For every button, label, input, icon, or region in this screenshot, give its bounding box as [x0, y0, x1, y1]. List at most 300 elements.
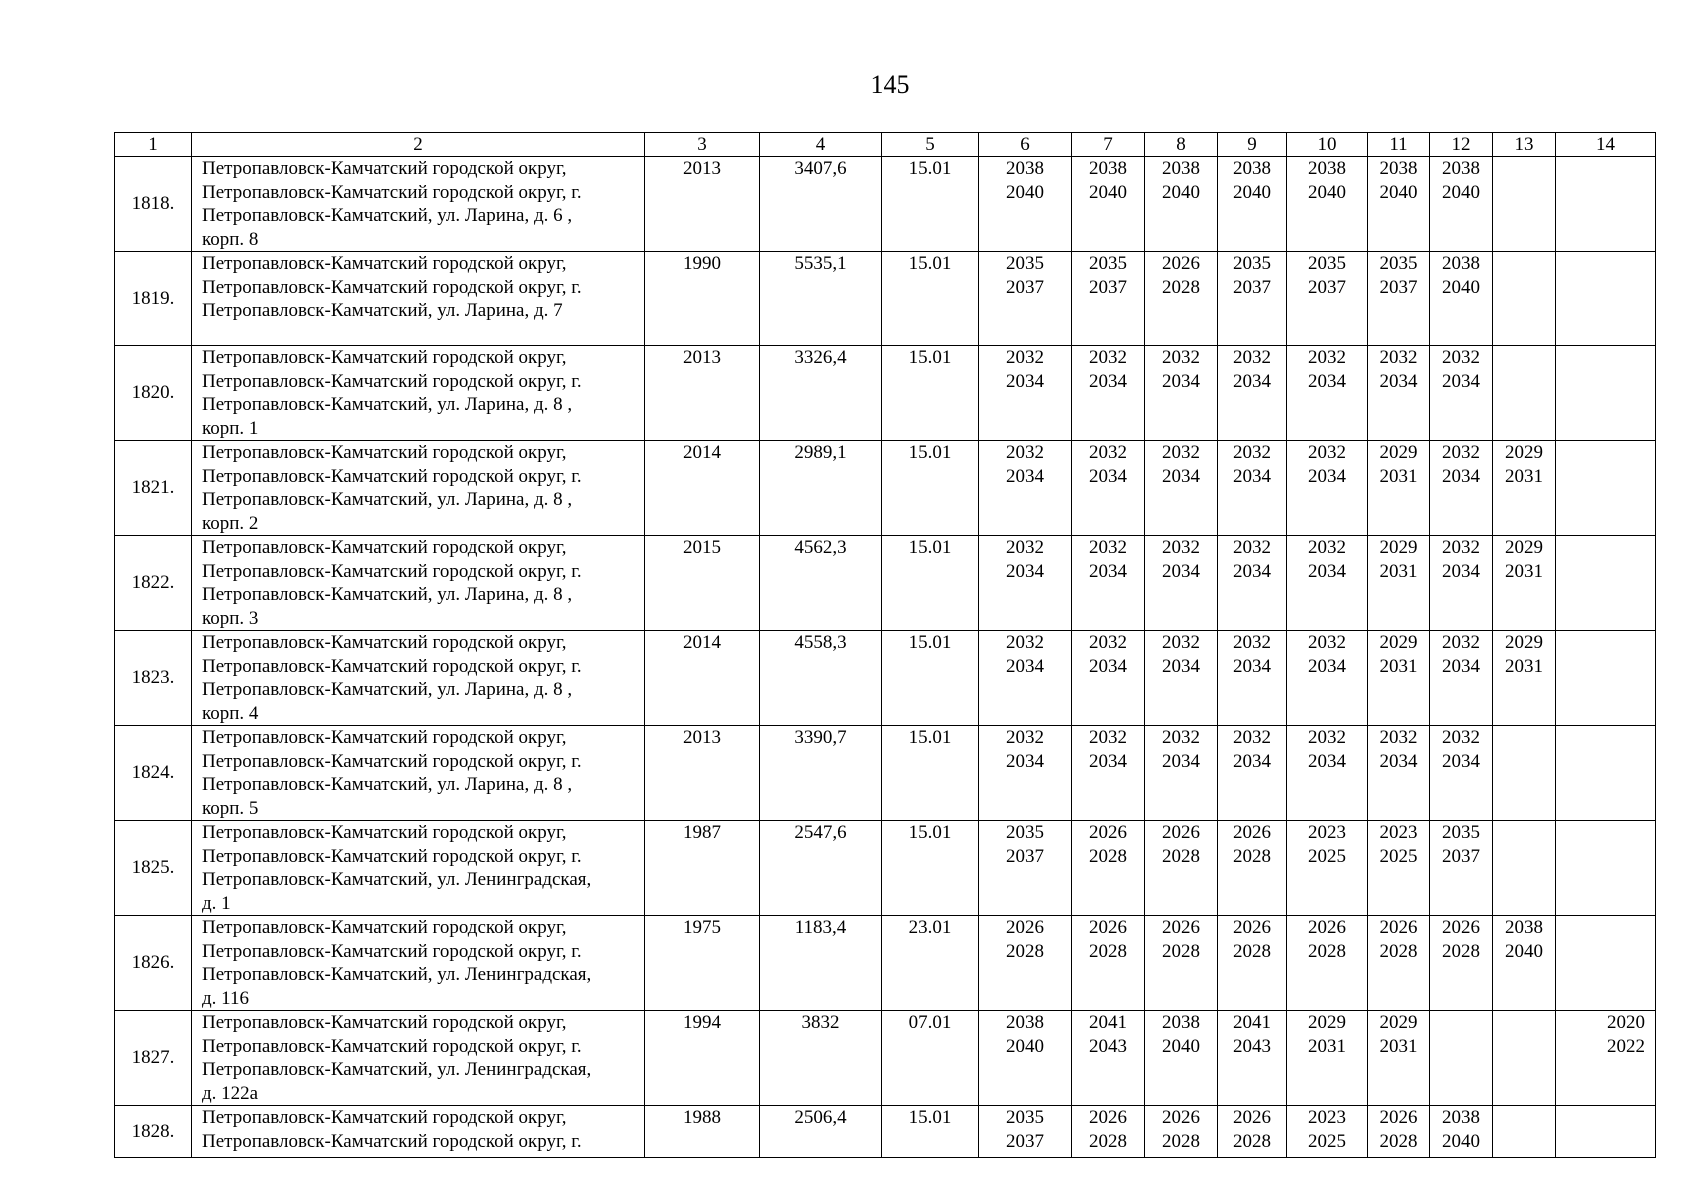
address-cell	[192, 346, 645, 441]
period-cell-col-14	[1556, 1106, 1656, 1158]
table-row	[115, 1106, 1656, 1158]
period-cell-col-10	[1287, 1011, 1368, 1106]
period-start-year: 2026	[1162, 253, 1200, 274]
period-end-year: 2025	[1308, 1130, 1346, 1152]
period-cell-col-6	[979, 821, 1072, 916]
period-start-year: 2032	[1442, 347, 1480, 368]
address-cell	[192, 821, 645, 916]
period-start-year: 2041	[1089, 1012, 1127, 1033]
period-start-year: 2038	[1089, 158, 1127, 179]
period-start-year: 2032	[1089, 442, 1127, 463]
period-start-year: 2026	[1379, 1107, 1418, 1128]
period-end-year: 2034	[1308, 655, 1346, 677]
period-end-year: 2028	[1006, 940, 1044, 962]
period-cell-col-12	[1430, 536, 1493, 631]
period-end-year: 2028	[1233, 845, 1271, 867]
address-line: Петропавловск-Камчатский городской округ,	[202, 347, 567, 368]
table-row	[115, 631, 1656, 726]
period-cell-col-10	[1287, 821, 1368, 916]
period-end-year: 2028	[1379, 940, 1418, 962]
period-end-year: 2040	[1308, 181, 1346, 203]
period-end-year: 2031	[1379, 560, 1418, 582]
period-cell-col-9	[1218, 252, 1287, 346]
period-start-year: 2038	[1006, 1012, 1044, 1033]
area-cell: 3407,6	[760, 157, 882, 252]
period-start-year: 2026	[1308, 917, 1346, 938]
period-start-year: 2032	[1006, 442, 1044, 463]
period-cell-col-13	[1493, 441, 1556, 536]
row-number: 1823.	[115, 631, 192, 726]
period-cell-col-13	[1493, 916, 1556, 1011]
column-header-8: 8	[1145, 133, 1218, 157]
period-start-year: 2032	[1162, 442, 1200, 463]
table-row	[115, 346, 1656, 441]
period-cell-col-13	[1493, 1106, 1556, 1158]
address-line: Петропавловск-Камчатский городской округ, г.	[202, 181, 582, 203]
build-year-cell: 2015	[645, 536, 760, 631]
period-start-year: 2038	[1505, 917, 1543, 938]
table-row	[115, 252, 1656, 346]
address-line: Петропавловск-Камчатский городской округ,	[202, 158, 567, 179]
period-cell-col-13	[1493, 252, 1556, 346]
period-cell-col-9	[1218, 157, 1287, 252]
period-end-year: 2040	[1233, 181, 1271, 203]
address-line: Петропавловск-Камчатский городской округ,	[202, 727, 567, 748]
period-end-year: 2037	[1089, 276, 1127, 298]
period-end-year: 2040	[1162, 181, 1200, 203]
address-line: Петропавловск-Камчатский, ул. Ларина, д. 6 ,	[202, 205, 573, 226]
period-cell-col-11	[1368, 346, 1430, 441]
address-line: Петропавловск-Камчатский городской округ,	[202, 632, 567, 653]
period-cell-col-8	[1145, 726, 1218, 821]
period-cell-col-13	[1493, 631, 1556, 726]
period-end-year: 2031	[1379, 1035, 1418, 1057]
code-cell: 15.01	[882, 157, 979, 252]
header-row	[115, 133, 1656, 157]
address-line: Петропавловск-Камчатский, ул. Ларина, д. 8 ,	[202, 774, 573, 795]
period-end-year: 2028	[1162, 1130, 1200, 1152]
period-cell-col-9	[1218, 1106, 1287, 1158]
period-cell-col-8	[1145, 1106, 1218, 1158]
period-cell-col-12	[1430, 916, 1493, 1011]
period-start-year: 2035	[1308, 253, 1346, 274]
period-end-year: 2031	[1505, 465, 1543, 487]
address-line: д. 116	[202, 987, 249, 1009]
address-cell	[192, 157, 645, 252]
period-cell-col-6	[979, 1011, 1072, 1106]
period-start-year: 2035	[1442, 822, 1480, 843]
period-cell-col-6	[979, 726, 1072, 821]
period-cell-col-6	[979, 536, 1072, 631]
period-start-year: 2032	[1379, 347, 1418, 368]
period-cell-col-14	[1556, 916, 1656, 1011]
address-line: Петропавловск-Камчатский, ул. Ларина, д. 8 ,	[202, 584, 573, 605]
period-cell-col-7	[1072, 1011, 1145, 1106]
row-number: 1828.	[115, 1106, 192, 1158]
column-header-3: 3	[645, 133, 760, 157]
period-end-year: 2040	[1162, 1035, 1200, 1057]
address-line: Петропавловск-Камчатский городской округ,	[202, 442, 567, 463]
period-cell-col-8	[1145, 631, 1218, 726]
period-start-year: 2026	[1233, 822, 1271, 843]
period-cell-col-9	[1218, 1011, 1287, 1106]
period-cell-col-11	[1368, 1011, 1430, 1106]
address-line: д. 1	[202, 892, 231, 914]
page-number: 145	[870, 70, 910, 99]
period-start-year: 2029	[1379, 442, 1418, 463]
area-cell: 2506,4	[760, 1106, 882, 1158]
period-end-year: 2034	[1442, 465, 1480, 487]
period-cell-col-11	[1368, 441, 1430, 536]
period-start-year: 2026	[1089, 1107, 1127, 1128]
period-start-year: 2029	[1505, 442, 1543, 463]
period-start-year: 2026	[1089, 917, 1127, 938]
period-cell-col-10	[1287, 631, 1368, 726]
period-end-year: 2043	[1233, 1035, 1271, 1057]
period-start-year: 2029	[1505, 537, 1543, 558]
code-cell: 15.01	[882, 252, 979, 346]
period-cell-col-10	[1287, 1106, 1368, 1158]
period-start-year: 2026	[1233, 1107, 1271, 1128]
period-end-year: 2028	[1379, 1130, 1418, 1152]
period-start-year: 2038	[1233, 158, 1271, 179]
period-end-year: 2034	[1379, 370, 1418, 392]
period-start-year: 2038	[1379, 158, 1418, 179]
address-line: Петропавловск-Камчатский, ул. Ленинградская,	[202, 869, 592, 890]
period-cell-col-7	[1072, 631, 1145, 726]
period-start-year: 2026	[1233, 917, 1271, 938]
column-header-2: 2	[192, 133, 645, 157]
period-start-year: 2029	[1308, 1012, 1346, 1033]
period-end-year: 2028	[1233, 940, 1271, 962]
period-start-year: 2032	[1006, 727, 1044, 748]
address-line: корп. 3	[202, 607, 259, 629]
period-cell-col-10	[1287, 441, 1368, 536]
code-cell: 15.01	[882, 631, 979, 726]
address-line: корп. 2	[202, 512, 259, 534]
period-start-year: 2029	[1379, 537, 1418, 558]
period-end-year: 2034	[1233, 465, 1271, 487]
period-end-year: 2028	[1089, 1130, 1127, 1152]
period-start-year: 2032	[1233, 727, 1271, 748]
period-start-year: 2032	[1308, 727, 1346, 748]
period-start-year: 2038	[1162, 1012, 1200, 1033]
address-line: Петропавловск-Камчатский, ул. Ларина, д. 8 ,	[202, 394, 573, 415]
period-end-year: 2034	[1308, 560, 1346, 582]
period-start-year: 2029	[1379, 632, 1418, 653]
period-end-year: 2034	[1006, 465, 1044, 487]
period-end-year: 2028	[1089, 940, 1127, 962]
period-start-year: 2032	[1089, 632, 1127, 653]
area-cell: 2547,6	[760, 821, 882, 916]
address-line: Петропавловск-Камчатский городской округ,	[202, 1012, 567, 1033]
period-cell-col-10	[1287, 536, 1368, 631]
period-end-year: 2034	[1379, 750, 1418, 772]
row-number: 1822.	[115, 536, 192, 631]
period-end-year: 2025	[1308, 845, 1346, 867]
period-end-year: 2040	[1089, 181, 1127, 203]
column-header-1: 1	[115, 133, 192, 157]
period-cell-col-9	[1218, 726, 1287, 821]
build-year-cell: 1990	[645, 252, 760, 346]
period-end-year: 2034	[1442, 655, 1480, 677]
period-cell-col-8	[1145, 536, 1218, 631]
period-start-year: 2032	[1308, 442, 1346, 463]
period-cell-col-8	[1145, 441, 1218, 536]
column-header-11: 11	[1368, 133, 1430, 157]
period-start-year: 2032	[1089, 537, 1127, 558]
address-cell	[192, 536, 645, 631]
period-start-year: 2026	[1089, 822, 1127, 843]
period-start-year: 2026	[1006, 917, 1044, 938]
period-end-year: 2040	[1442, 181, 1480, 203]
period-start-year: 2035	[1089, 253, 1127, 274]
period-start-year: 2035	[1233, 253, 1271, 274]
period-start-year: 2032	[1308, 537, 1346, 558]
period-end-year: 2040	[1006, 1035, 1044, 1057]
period-end-year: 2034	[1233, 655, 1271, 677]
period-end-year: 2037	[1442, 845, 1480, 867]
address-cell	[192, 916, 645, 1011]
address-cell	[192, 631, 645, 726]
period-start-year: 2035	[1006, 822, 1044, 843]
build-year-cell: 1988	[645, 1106, 760, 1158]
address-line: Петропавловск-Камчатский городской округ,	[202, 253, 567, 274]
period-cell-col-12	[1430, 346, 1493, 441]
period-end-year: 2025	[1379, 845, 1418, 867]
period-end-year: 2034	[1162, 655, 1200, 677]
period-cell-col-12	[1430, 726, 1493, 821]
table-row	[115, 916, 1656, 1011]
period-cell-col-7	[1072, 916, 1145, 1011]
period-start-year: 2026	[1162, 1107, 1200, 1128]
period-end-year: 2034	[1089, 370, 1127, 392]
period-cell-col-9	[1218, 821, 1287, 916]
period-cell-col-9	[1218, 346, 1287, 441]
period-end-year: 2028	[1089, 845, 1127, 867]
period-cell-col-10	[1287, 916, 1368, 1011]
period-cell-col-9	[1218, 631, 1287, 726]
period-cell-col-8	[1145, 346, 1218, 441]
period-cell-col-13	[1493, 346, 1556, 441]
period-end-year: 2028	[1442, 940, 1480, 962]
period-end-year: 2031	[1379, 465, 1418, 487]
period-start-year: 2032	[1162, 347, 1200, 368]
period-start-year: 2032	[1233, 632, 1271, 653]
period-end-year: 2037	[1308, 276, 1346, 298]
table-row	[115, 821, 1656, 916]
table-row	[115, 726, 1656, 821]
period-start-year: 2038	[1308, 158, 1346, 179]
period-cell-col-6	[979, 441, 1072, 536]
period-cell-col-9	[1218, 536, 1287, 631]
address-cell	[192, 726, 645, 821]
column-header-7: 7	[1072, 133, 1145, 157]
area-cell: 3390,7	[760, 726, 882, 821]
period-start-year: 2026	[1162, 917, 1200, 938]
period-cell-col-9	[1218, 441, 1287, 536]
row-number: 1821.	[115, 441, 192, 536]
period-start-year: 2035	[1006, 253, 1044, 274]
period-end-year: 2037	[1006, 845, 1044, 867]
row-number: 1824.	[115, 726, 192, 821]
period-cell-col-14	[1556, 821, 1656, 916]
period-cell-col-12	[1430, 631, 1493, 726]
period-cell-col-14	[1556, 631, 1656, 726]
column-header-10: 10	[1287, 133, 1368, 157]
build-year-cell: 2013	[645, 726, 760, 821]
period-cell-col-8	[1145, 1011, 1218, 1106]
address-line: Петропавловск-Камчатский, ул. Ленинградская,	[202, 964, 592, 985]
period-end-year: 2034	[1006, 750, 1044, 772]
period-cell-col-8	[1145, 821, 1218, 916]
period-cell-col-6	[979, 252, 1072, 346]
period-end-year: 2034	[1308, 465, 1346, 487]
period-cell-col-7	[1072, 821, 1145, 916]
period-end-year: 2034	[1162, 560, 1200, 582]
row-number: 1819.	[115, 252, 192, 346]
build-year-cell: 2013	[645, 346, 760, 441]
period-cell-col-13	[1493, 726, 1556, 821]
column-header-14: 14	[1556, 133, 1656, 157]
period-cell-col-10	[1287, 157, 1368, 252]
address-line: Петропавловск-Камчатский городской округ, г.	[202, 1130, 582, 1152]
period-end-year: 2028	[1308, 940, 1346, 962]
period-cell-col-7	[1072, 441, 1145, 536]
code-cell: 15.01	[882, 821, 979, 916]
address-line: корп. 5	[202, 797, 259, 819]
period-end-year: 2034	[1308, 750, 1346, 772]
code-cell: 23.01	[882, 916, 979, 1011]
code-cell: 15.01	[882, 536, 979, 631]
period-end-year: 2034	[1233, 560, 1271, 582]
build-year-cell: 1987	[645, 821, 760, 916]
address-line: Петропавловск-Камчатский городской округ, г.	[202, 845, 582, 867]
period-cell-col-6	[979, 346, 1072, 441]
period-start-year: 2032	[1308, 347, 1346, 368]
period-start-year: 2038	[1442, 253, 1480, 274]
table-row	[115, 536, 1656, 631]
address-line: корп. 8	[202, 228, 259, 250]
area-cell: 3832	[760, 1011, 882, 1106]
period-cell-col-6	[979, 916, 1072, 1011]
period-start-year: 2032	[1233, 442, 1271, 463]
column-header-9: 9	[1218, 133, 1287, 157]
period-start-year: 2032	[1442, 537, 1480, 558]
build-year-cell: 2013	[645, 157, 760, 252]
row-number: 1826.	[115, 916, 192, 1011]
period-end-year: 2037	[1006, 276, 1044, 298]
period-end-year: 2037	[1379, 276, 1418, 298]
period-end-year: 2034	[1162, 750, 1200, 772]
period-cell-col-7	[1072, 252, 1145, 346]
period-cell-col-6	[979, 157, 1072, 252]
period-end-year: 2022	[1607, 1035, 1645, 1057]
period-start-year: 2032	[1006, 632, 1044, 653]
build-year-cell: 2014	[645, 441, 760, 536]
address-line: Петропавловск-Камчатский, ул. Ларина, д. 8 ,	[202, 489, 573, 510]
column-header-4: 4	[760, 133, 882, 157]
period-end-year: 2031	[1308, 1035, 1346, 1057]
period-cell-col-13	[1493, 536, 1556, 631]
address-line: Петропавловск-Камчатский городской округ, г.	[202, 750, 582, 772]
build-year-cell: 2014	[645, 631, 760, 726]
period-end-year: 2034	[1442, 370, 1480, 392]
area-cell: 1183,4	[760, 916, 882, 1011]
period-cell-col-14	[1556, 1011, 1656, 1106]
period-end-year: 2034	[1089, 655, 1127, 677]
period-end-year: 2028	[1233, 1130, 1271, 1152]
period-end-year: 2034	[1089, 750, 1127, 772]
period-end-year: 2034	[1442, 750, 1480, 772]
address-line: Петропавловск-Камчатский городской округ,	[202, 1107, 567, 1128]
period-cell-col-14	[1556, 726, 1656, 821]
area-cell: 3326,4	[760, 346, 882, 441]
address-line: Петропавловск-Камчатский, ул. Ларина, д. 7	[202, 300, 563, 321]
column-header-12: 12	[1430, 133, 1493, 157]
period-cell-col-7	[1072, 346, 1145, 441]
period-cell-col-10	[1287, 346, 1368, 441]
period-start-year: 2032	[1233, 537, 1271, 558]
address-line: корп. 4	[202, 702, 259, 724]
period-end-year: 2031	[1379, 655, 1418, 677]
period-start-year: 2032	[1308, 632, 1346, 653]
period-end-year: 2034	[1442, 560, 1480, 582]
period-end-year: 2034	[1233, 370, 1271, 392]
period-cell-col-14	[1556, 346, 1656, 441]
row-number: 1818.	[115, 157, 192, 252]
period-cell-col-11	[1368, 631, 1430, 726]
period-start-year: 2032	[1379, 727, 1418, 748]
period-start-year: 2032	[1162, 632, 1200, 653]
code-cell: 15.01	[882, 726, 979, 821]
period-start-year: 2023	[1308, 822, 1346, 843]
period-start-year: 2029	[1505, 632, 1543, 653]
period-end-year: 2037	[1006, 1130, 1044, 1152]
column-header-13: 13	[1493, 133, 1556, 157]
row-number: 1825.	[115, 821, 192, 916]
period-cell-col-14	[1556, 252, 1656, 346]
period-end-year: 2034	[1308, 370, 1346, 392]
period-cell-col-11	[1368, 1106, 1430, 1158]
column-header-5: 5	[882, 133, 979, 157]
period-start-year: 2032	[1442, 442, 1480, 463]
period-start-year: 2032	[1006, 347, 1044, 368]
period-start-year: 2020	[1607, 1012, 1645, 1033]
period-cell-col-7	[1072, 726, 1145, 821]
table-row	[115, 441, 1656, 536]
row-number: 1827.	[115, 1011, 192, 1106]
period-end-year: 2028	[1162, 940, 1200, 962]
period-start-year: 2032	[1089, 727, 1127, 748]
address-line: Петропавловск-Камчатский городской округ, г.	[202, 940, 582, 962]
table-row	[115, 1011, 1656, 1106]
code-cell: 07.01	[882, 1011, 979, 1106]
build-year-cell: 1975	[645, 916, 760, 1011]
period-start-year: 2026	[1442, 917, 1480, 938]
period-cell-col-8	[1145, 157, 1218, 252]
address-line: Петропавловск-Камчатский, ул. Ларина, д. 8 ,	[202, 679, 573, 700]
period-end-year: 2040	[1442, 276, 1480, 298]
period-end-year: 2040	[1442, 1130, 1480, 1152]
area-cell: 4562,3	[760, 536, 882, 631]
address-line: Петропавловск-Камчатский, ул. Ленинградская,	[202, 1059, 592, 1080]
period-end-year: 2034	[1089, 465, 1127, 487]
code-cell: 15.01	[882, 1106, 979, 1158]
table-header	[115, 133, 1656, 157]
period-start-year: 2038	[1006, 158, 1044, 179]
address-line: Петропавловск-Камчатский городской округ,	[202, 917, 567, 938]
